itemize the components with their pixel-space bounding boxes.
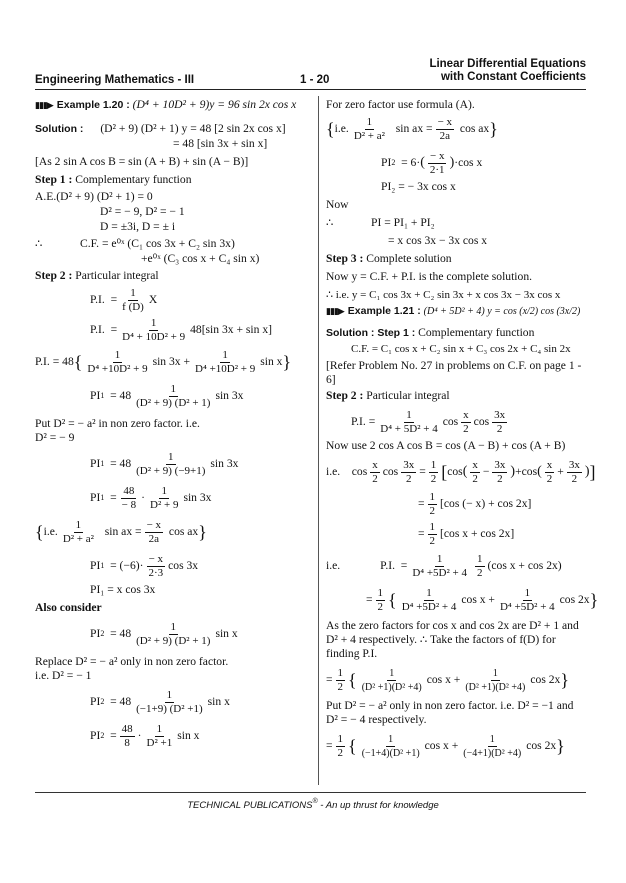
put-paragraph: Put D² = − a² only in non zero factor. i.e. D² = −1 and D² = − 4 respectively.	[326, 699, 574, 726]
chapter-title	[429, 58, 586, 84]
put-d-squared: Put D² = − a² in non zero factor. i.e. D² = − 9	[35, 417, 200, 444]
book-title: Engineering Mathematics - III	[35, 74, 195, 86]
pi2-substituted: PI 2 = 48 $\frac{1}{\text{(−1+9) (D² +1)}}$ sin x	[90, 688, 230, 715]
pi1-simplified: PI 1 = $\frac{48}{- 8}$ · $\frac{1}{\text{D² + 9}}$ sin 3x	[90, 484, 212, 511]
now-label: Now	[326, 198, 349, 211]
page-header	[35, 58, 586, 88]
now-use-identity: Now use 2 cos A cos B = cos (A − B) + cos (A + B)	[326, 439, 566, 452]
pi2-evaluated: PI 2 = 6· ( $\frac{- x}{2\cdot 1}$ ) ·cos x	[381, 149, 483, 176]
arrow-icon: ▮▮▮▶	[35, 101, 53, 111]
left-column	[35, 98, 310, 753]
refer-note: [Refer Problem No. 27 in problems on C.F. on page 1 - 6]	[326, 359, 582, 386]
publisher-tagline: - An up thrust for knowledge	[317, 800, 439, 811]
pi-expression: P.I. = $\frac{1}{\text{D⁴ + 10D² + 9}}$ 48[sin 3x + sin x]	[90, 316, 272, 343]
identity-step2: = $\frac{1}{2}$ [cos (− x) + cos 2x]	[418, 490, 532, 517]
pi2-factored: PI 2 = 48 $\frac{1}{\text{(D² + 9) (D² + 1)}}$ sin x	[90, 620, 238, 647]
formula-a-left: { i.e. $\frac{1}{\text{D² + a²}}$ sin ax = $\frac{- x}{2a}$ cos ax }	[35, 518, 207, 545]
pi-substituted2: = $\frac{1}{2}$ { $\frac{1}{\text{(−1+4)(D² +1)}}$ cos x + $\frac{1}{\text{(−4+1)(D² +4)}}$ cos 2x }	[326, 732, 565, 759]
pi-example2: P.I. = $\frac{1}{\text{D⁴ + 5D² + 4}}$ cos $\frac{x}{2}$ cos $\frac{3x}{2}$	[351, 408, 506, 435]
identity-expansion: i.e. cos $\frac{x}{2}$ cos $\frac{3x}{2}$ = $\frac{1}{2}$ [ cos ( $\frac{x}{2}$ − $\frac{3x}{2}$ ) +cos ( $\frac{x}{2}$ + $\frac{3x}{2}$ ) ]	[326, 458, 596, 485]
identity-step3: = $\frac{1}{2}$ [cos x + cos 2x]	[418, 520, 515, 547]
registered-mark: ®	[312, 798, 318, 805]
solution-line2: = 48 [sin 3x + sin x]	[173, 137, 268, 150]
roots: D = ±3i, D = ± i	[100, 220, 176, 233]
example-equation: (D⁴ + 10D² + 9)y = 96 sin 2x cos x	[132, 98, 297, 111]
complete-solution-line1: Now y = C.F. + P.I. is the complete solution.	[326, 270, 533, 283]
d-squared: D² = − 9, D² = − 1	[100, 205, 185, 218]
pi1-factored: PI 1 = 48 $\frac{1}{\text{(D² + 9) (D² + 1)}}$ sin 3x	[90, 382, 244, 409]
zero-factor-note: For zero factor use formula (A).	[326, 98, 475, 111]
pi1-evaluated: PI 1 = (−6)· $\frac{- x}{2\cdot 3}$ cos 3x	[90, 552, 199, 579]
cf2-line: C.F. = C₁ cos x + C₂ sin x + C₃ cos 2x + C₄ sin 2x	[351, 343, 571, 355]
chapter-title-line2: with Constant Coefficients	[440, 71, 586, 83]
header-rule	[35, 89, 586, 90]
right-column	[326, 98, 599, 763]
pi-factored2: = $\frac{1}{2}$ { $\frac{1}{\text{(D² +1)(D² +4)}}$ cos x + $\frac{1}{\text{(D² +1)(D² +4)}}$ cos 2x }	[326, 666, 569, 693]
page-footer	[0, 800, 626, 811]
formula-a-right: { i.e. $\frac{1}{\text{D² + a²}}$ sin ax = $\frac{- x}{2a}$ cos ax }	[326, 115, 498, 142]
replace-d-squared: Replace D² = − a² only in non zero factor. i.e. D² = − 1	[35, 655, 229, 682]
zero-factors-paragraph: As the zero factors for cos x and cos 2x are D² + 1 and D² + 4 respectively. ∴ Take the factors of f(D) for finding P.I.	[326, 619, 579, 660]
auxiliary-equation: A.E.(D² + 9) (D² + 1) = 0	[35, 190, 153, 203]
footer-rule	[35, 792, 586, 793]
example2-equation: (D⁴ + 5D² + 4) y = cos (x/2) cos (3x/2)	[423, 306, 581, 317]
solution2-heading: Solution : Step 1 : Complementary function	[326, 326, 535, 339]
arrow-icon: ▮▮▮▶	[326, 307, 344, 317]
pi2-result: PI₂ = − 3x cos x	[381, 180, 456, 193]
pi-split: P.I. = 48 { $\frac{1}{\text{D⁴ +10D² + 9}}$ sin 3x + $\frac{1}{\text{D⁴ +10D² + 9}}$ sin x }	[35, 348, 292, 375]
trig-identity: [As 2 sin A cos B = sin (A + B) + sin (A − B)]	[35, 155, 249, 168]
step2-heading: Step 2 : Particular integral	[35, 269, 159, 282]
pi1-substituted: PI 1 = 48 $\frac{1}{\text{(D² + 9) (−9+1)}}$ sin 3x	[90, 450, 239, 477]
cf-line2: +e⁰ˣ (C₃ cos x + C₄ sin x)	[141, 252, 260, 265]
pi2-simplified: PI 2 = $\frac{48}{8}$ · $\frac{1}{\text{D² +1}}$ sin x	[90, 722, 200, 749]
step1-heading: Step 1 : Complementary function	[35, 173, 192, 186]
page-number: 1 - 20	[300, 74, 330, 86]
step2b-heading: Step 2 : Particular integral	[326, 389, 450, 402]
example-1-21: ▮▮▮▶ Example 1.21 : (D⁴ + 5D² + 4) y = cos (x/2) cos (3x/2)	[326, 305, 581, 317]
solution-line1: Solution : (D² + 9) (D² + 1) y = 48 [2 sin 2x cos x]	[35, 122, 286, 135]
chapter-title-line1: Linear Differential Equations	[429, 58, 586, 70]
pi-combined: i.e. P.I. = $\frac{1}{\text{D⁴ +5D² + 4}}$ $\frac{1}{2}$ (cos x + cos 2x)	[326, 552, 562, 579]
complete-solution-line2: ∴ i.e. y = C₁ cos 3x + C₂ sin 3x + x cos 3x − 3x cos x	[326, 289, 561, 301]
also-consider: Also consider	[35, 601, 102, 614]
step3-heading: Step 3 : Complete solution	[326, 252, 452, 265]
example-1-20: ▮▮▮▶ Example 1.20 : (D⁴ + 10D² + 9)y = 96 sin 2x cos x	[35, 98, 297, 111]
pi-definition: P.I. = $\frac{1}{f (D)}$ X	[90, 286, 158, 313]
cf-line1: ∴ C.F. = e⁰ˣ (C₁ cos 3x + C₂ sin 3x)	[35, 237, 235, 250]
pi1-result: PI₁ = x cos 3x	[90, 583, 156, 596]
pi-sum-result: = x cos 3x − 3x cos x	[388, 234, 488, 247]
publisher-name: TECHNICAL PUBLICATIONS	[187, 800, 313, 811]
column-divider	[318, 96, 319, 785]
pi-sum: ∴ PI = PI₁ + PI₂	[326, 216, 435, 229]
pi-split2: = $\frac{1}{2}$ { $\frac{1}{\text{D⁴ +5D² + 4}}$ cos x + $\frac{1}{\text{D⁴ +5D² + 4}}$ cos 2x }	[366, 586, 599, 613]
